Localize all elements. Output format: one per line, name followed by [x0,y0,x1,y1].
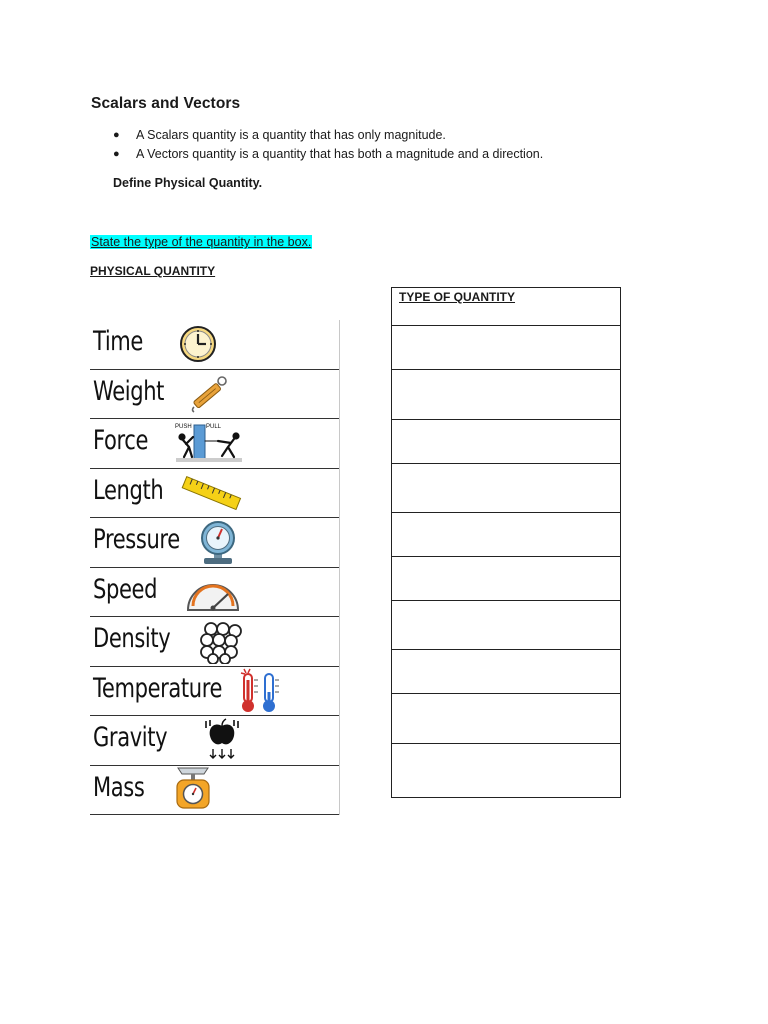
quantity-name: Mass [93,771,145,803]
answer-box[interactable] [392,420,620,464]
physical-quantity-header: PHYSICAL QUANTITY [90,264,216,278]
packed-spheres-icon [198,620,246,664]
quantity-row-weight [90,370,339,420]
spring-scale-icon [186,373,230,415]
type-header-label: TYPE OF QUANTITY [399,290,516,304]
quantity-name: Density [93,623,171,654]
quantity-row-speed [90,568,339,618]
push-pull-icon [174,421,244,465]
answer-box[interactable] [392,601,620,650]
answer-box[interactable] [392,650,620,694]
quantity-row-force [90,419,339,469]
answer-box[interactable] [392,557,620,601]
quantity-row-mass [90,766,339,816]
pull-label: PULL [206,424,222,430]
quantity-name: Gravity [93,722,168,753]
bullet-dot: ● [113,129,120,141]
answer-box[interactable] [392,513,620,557]
answer-box[interactable] [392,694,620,744]
quantity-name: Pressure [93,524,180,555]
quantity-row-time [90,320,339,370]
quantity-name: Weight [93,375,165,407]
push-label: PUSH [175,424,192,430]
quantity-row-pressure [90,518,339,568]
quantity-list [90,320,340,815]
quantity-row-temperature [90,667,339,717]
speedometer-icon [184,572,242,614]
quantity-name: Temperature [93,672,223,704]
page-title: Scalars and Vectors [91,95,241,112]
falling-apple-icon [202,718,242,762]
quantity-row-density [90,617,339,667]
quantity-name: Force [93,425,149,456]
weighing-scale-icon [174,766,212,812]
type-table-header [392,288,620,326]
bullet-dot: ● [113,148,120,160]
answer-box[interactable] [392,370,620,420]
pressure-gauge-icon [196,520,240,566]
quantity-row-length [90,469,339,519]
quantity-name: Length [93,474,164,506]
answer-box[interactable] [392,326,620,370]
define-prompt: Define Physical Quantity. [113,176,263,190]
instruction-highlight: State the type of the quantity in the box. [91,235,312,249]
bullet-text: A Scalars quantity is a quantity that has only magnitude. [136,128,446,142]
answer-box[interactable] [392,744,620,797]
type-of-quantity-table [391,287,621,798]
quantity-row-gravity [90,716,339,766]
bullet-text: A Vectors quantity is a quantity that has both a magnitude and a direction. [136,147,544,161]
ruler-icon [180,473,242,515]
answer-box[interactable] [392,464,620,513]
quantity-name: Time [93,326,143,357]
clock-icon [178,323,218,365]
quantity-name: Speed [93,573,158,605]
thermometers-icon [238,668,284,714]
